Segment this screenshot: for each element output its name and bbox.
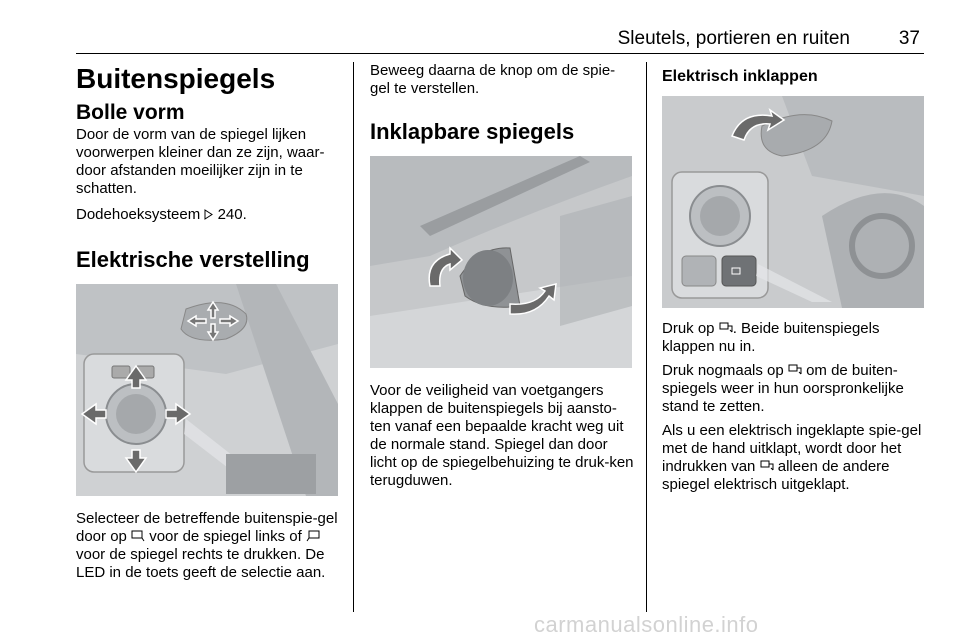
druk-op-text-1: Druk op <box>662 320 715 337</box>
mirror-fold-icon <box>788 364 802 376</box>
column-divider-2 <box>646 62 647 612</box>
figure-mirror-adjust <box>76 284 338 496</box>
druk-nogmaals-text-1: Druk nogmaals op <box>662 362 784 379</box>
paragraph-bolle-vorm: Door de vorm van de spiegel lijken voorwerpen kleiner dan ze zijn, waar-door afstanden moeilijker zijn in te schatten. <box>76 126 325 197</box>
handmatig-text-1: Als u een elektrisch ingeklapte spie-gel met de hand uitklapt, wordt door het indrukken van <box>662 422 922 475</box>
left-mirror-select-icon <box>131 530 145 542</box>
left-column-bottom <box>76 510 342 582</box>
column-divider-1 <box>353 62 354 612</box>
druk-nogmaals-text-2: om de buiten-spiegels weer in hun oorspronkelijke stand te zetten. <box>662 362 904 415</box>
subheading-bolle-vorm: Bolle vorm <box>76 101 185 124</box>
mirror-fold-icon <box>719 322 733 334</box>
xref-line <box>76 206 342 224</box>
page-number: 37 <box>898 28 920 49</box>
middle-column-bottom <box>370 382 634 490</box>
middle-column <box>370 62 634 146</box>
triangle-arrow-icon <box>204 209 213 220</box>
handmatig-text-2: alleen de andere spiegel elektrisch uitgeklapt. <box>662 458 890 493</box>
selecteer-text-2: voor de spiegel links of <box>149 528 302 545</box>
figure-foldable-mirror <box>370 156 632 368</box>
paragraph-druk-op <box>662 320 926 356</box>
heading-elektrisch-inklappen: Elektrisch inklappen <box>662 68 818 85</box>
left-column <box>76 62 342 274</box>
druk-op-text-2: . Beide buitenspiegels klappen nu in. <box>662 320 880 355</box>
heading-elektrische-verstelling: Elektrische verstelling <box>76 247 310 272</box>
paragraph-selecteer <box>76 510 342 582</box>
selecteer-text-3: voor de spiegel rechts te drukken. De LED in de toets geeft de selectie aan. <box>76 546 326 581</box>
mirror-adjust-illustration <box>76 284 338 496</box>
right-column-bottom <box>662 320 926 494</box>
section-heading-buitenspiegels: Buitenspiegels <box>76 63 276 94</box>
foldable-mirror-illustration <box>370 156 632 368</box>
electric-fold-illustration <box>662 96 924 308</box>
right-mirror-select-icon <box>306 530 320 542</box>
paragraph-veiligheid: Voor de veiligheid van voetgangers klappen de buitenspiegels bij aansto-ten vanaf een bepaalde kracht weg uit de normale stand. Spiegel dan door licht op de spiegelbehuizing te druk-ken terugduwen. <box>370 382 634 489</box>
right-column <box>662 62 926 88</box>
heading-inklapbare-spiegels: Inklapbare spiegels <box>370 119 575 144</box>
xref-text: Dodehoeksysteem <box>76 206 201 223</box>
header-divider <box>76 53 924 54</box>
paragraph-druk-nogmaals <box>662 362 926 416</box>
selecteer-text-1: Selecteer de betreffende buitenspie-gel door op <box>76 510 338 545</box>
xref-page[interactable]: 240. <box>217 206 247 223</box>
page-header-title: Sleutels, portieren en ruiten <box>617 28 850 49</box>
paragraph-beweeg: Beweeg daarna de knop om de spie-gel te verstellen. <box>370 62 616 97</box>
mirror-fold-icon <box>760 460 774 472</box>
figure-electric-fold <box>662 96 924 308</box>
paragraph-handmatig <box>662 422 926 494</box>
watermark: carmanualsonline.info <box>534 612 759 637</box>
